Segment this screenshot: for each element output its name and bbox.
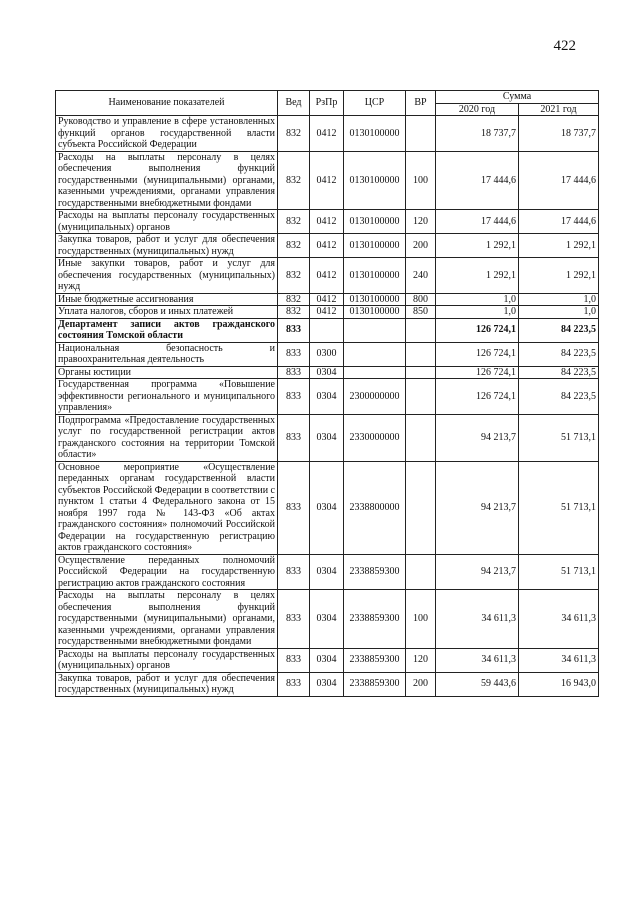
row-vr [406,461,436,554]
row-csr: 2338800000 [344,461,406,554]
row-csr: 2338859300 [344,554,406,590]
row-name: Иные бюджетные ассигнования [56,293,278,306]
row-rzpr: 0412 [310,293,344,306]
row-ved: 833 [278,414,310,461]
row-ved: 833 [278,342,310,366]
row-rzpr: 0300 [310,342,344,366]
row-rzpr: 0304 [310,366,344,379]
row-csr: 2300000000 [344,379,406,415]
row-name: Уплата налогов, сборов и иных платежей [56,306,278,319]
row-vr: 120 [406,648,436,672]
row-ved: 832 [278,306,310,319]
table-row [56,151,599,210]
row-vr [406,318,436,342]
row-ved: 833 [278,461,310,554]
row-sum-2021: 84 223,5 [519,379,599,415]
row-sum-2020: 1,0 [436,293,519,306]
row-sum-2021: 17 444,6 [519,151,599,210]
row-ved: 832 [278,210,310,234]
row-name: Закупка товаров, работ и услуг для обеспечения государственных (муниципальных) нужд [56,234,278,258]
row-csr: 0130100000 [344,234,406,258]
row-sum-2021: 34 611,3 [519,590,599,649]
budget-table [55,90,599,697]
row-sum-2021: 34 611,3 [519,648,599,672]
row-ved: 833 [278,366,310,379]
row-sum-2021: 1 292,1 [519,234,599,258]
table-row [56,461,599,554]
row-ved: 832 [278,234,310,258]
table-row [56,554,599,590]
row-sum-2021: 1 292,1 [519,258,599,294]
row-vr [406,414,436,461]
table-row [56,258,599,294]
row-sum-2020: 94 213,7 [436,554,519,590]
row-sum-2021: 51 713,1 [519,554,599,590]
row-vr [406,116,436,152]
row-vr: 240 [406,258,436,294]
row-rzpr: 0412 [310,151,344,210]
row-ved: 833 [278,554,310,590]
header-sum: Сумма [436,91,599,104]
row-name: Иные закупки товаров, работ и услуг для обеспечения государственных (муниципальных) нужд [56,258,278,294]
row-sum-2020: 1 292,1 [436,234,519,258]
row-rzpr: 0412 [310,234,344,258]
row-name: Осуществление переданных полномочий Российской Федерации на государственную регистрацию актов гражданского состояния [56,554,278,590]
row-csr: 2338859300 [344,590,406,649]
row-sum-2021: 17 444,6 [519,210,599,234]
row-sum-2020: 34 611,3 [436,648,519,672]
table-row [56,318,599,342]
row-sum-2020: 18 737,7 [436,116,519,152]
row-sum-2020: 126 724,1 [436,318,519,342]
table-row [56,590,599,649]
row-ved: 833 [278,318,310,342]
row-rzpr [310,318,344,342]
row-rzpr: 0412 [310,210,344,234]
row-name: Закупка товаров, работ и услуг для обеспечения государственных (муниципальных) нужд [56,672,278,696]
row-rzpr: 0304 [310,672,344,696]
table-row [56,414,599,461]
row-name: Расходы на выплаты персоналу государственных (муниципальных) органов [56,210,278,234]
row-rzpr: 0412 [310,116,344,152]
row-csr: 2338859300 [344,672,406,696]
header-vr: ВР [406,91,436,116]
header-ved: Вед [278,91,310,116]
row-sum-2020: 17 444,6 [436,151,519,210]
row-vr: 200 [406,672,436,696]
table-row [56,342,599,366]
table-body [56,116,599,697]
row-csr [344,318,406,342]
table-row [56,210,599,234]
row-ved: 832 [278,116,310,152]
row-sum-2020: 17 444,6 [436,210,519,234]
table-row [56,293,599,306]
row-sum-2021: 84 223,5 [519,318,599,342]
row-sum-2020: 1 292,1 [436,258,519,294]
row-sum-2020: 94 213,7 [436,414,519,461]
row-name: Расходы на выплаты персоналу государственных (муниципальных) органов [56,648,278,672]
row-csr: 2330000000 [344,414,406,461]
table-row [56,306,599,319]
page-number: 422 [553,38,576,54]
row-name: Подпрограмма «Предоставление государственных услуг по государственной регистрации актов гражданского состояния на территории Томской области» [56,414,278,461]
row-vr: 200 [406,234,436,258]
row-rzpr: 0304 [310,414,344,461]
row-sum-2020: 34 611,3 [436,590,519,649]
row-csr: 2338859300 [344,648,406,672]
row-name: Органы юстиции [56,366,278,379]
row-sum-2020: 59 443,6 [436,672,519,696]
row-ved: 833 [278,590,310,649]
row-csr: 0130100000 [344,151,406,210]
table-row [56,672,599,696]
row-vr [406,379,436,415]
row-sum-2021: 84 223,5 [519,366,599,379]
row-name: Национальная безопасность и правоохранительная деятельность [56,342,278,366]
row-rzpr: 0412 [310,306,344,319]
table-row [56,366,599,379]
header-name: Наименование показателей [56,91,278,116]
row-ved: 832 [278,258,310,294]
row-ved: 832 [278,151,310,210]
row-sum-2021: 1,0 [519,293,599,306]
row-csr: 0130100000 [344,210,406,234]
table-row [56,379,599,415]
row-name: Расходы на выплаты персоналу в целях обеспечения выполнения функций государственными (муниципальными) органами, казенными учреждениями, органами управления государственными внебюджетными фондами [56,151,278,210]
row-vr: 800 [406,293,436,306]
row-name: Департамент записи актов гражданского состояния Томской области [56,318,278,342]
row-csr: 0130100000 [344,293,406,306]
row-rzpr: 0304 [310,590,344,649]
row-vr [406,342,436,366]
row-ved: 833 [278,648,310,672]
row-ved: 833 [278,672,310,696]
row-sum-2020: 94 213,7 [436,461,519,554]
header-rzpr: РзПр [310,91,344,116]
row-csr: 0130100000 [344,116,406,152]
row-rzpr: 0304 [310,648,344,672]
row-csr: 0130100000 [344,258,406,294]
row-sum-2021: 16 943,0 [519,672,599,696]
row-ved: 833 [278,379,310,415]
row-rzpr: 0304 [310,379,344,415]
row-sum-2021: 1,0 [519,306,599,319]
row-vr [406,366,436,379]
row-vr [406,554,436,590]
row-ved: 832 [278,293,310,306]
row-sum-2020: 126 724,1 [436,379,519,415]
row-csr: 0130100000 [344,306,406,319]
row-csr [344,366,406,379]
row-name: Основное мероприятие «Осуществление переданных органам государственной власти субъектов Российской Федерации в соответствии с пунктом 1 статьи 4 Федерального закона от 15 ноября 1997 года № 143-ФЗ «Об актах гражданского состояния» полномочий Российской Федерации на государственную регистрацию актов гражданского состояния» [56,461,278,554]
row-vr: 100 [406,590,436,649]
row-csr [344,342,406,366]
row-name: Расходы на выплаты персоналу в целях обеспечения выполнения функций государственными (муниципальными) органами, казенными учреждениями, органами управления государственными внебюджетными фондами [56,590,278,649]
header-csr: ЦСР [344,91,406,116]
table-row [56,648,599,672]
row-sum-2021: 84 223,5 [519,342,599,366]
row-sum-2021: 18 737,7 [519,116,599,152]
row-name: Государственная программа «Повышение эффективности регионального и муниципального управления» [56,379,278,415]
header-2020: 2020 год [436,103,519,116]
row-rzpr: 0304 [310,461,344,554]
row-sum-2021: 51 713,1 [519,414,599,461]
row-name: Руководство и управление в сфере установленных функций органов государственной власти субъекта Российской Федерации [56,116,278,152]
header-2021: 2021 год [519,103,599,116]
table-row [56,116,599,152]
row-rzpr: 0412 [310,258,344,294]
row-rzpr: 0304 [310,554,344,590]
row-vr: 100 [406,151,436,210]
row-vr: 850 [406,306,436,319]
row-sum-2020: 126 724,1 [436,342,519,366]
row-sum-2020: 1,0 [436,306,519,319]
row-vr: 120 [406,210,436,234]
row-sum-2021: 51 713,1 [519,461,599,554]
table-row [56,234,599,258]
row-sum-2020: 126 724,1 [436,366,519,379]
